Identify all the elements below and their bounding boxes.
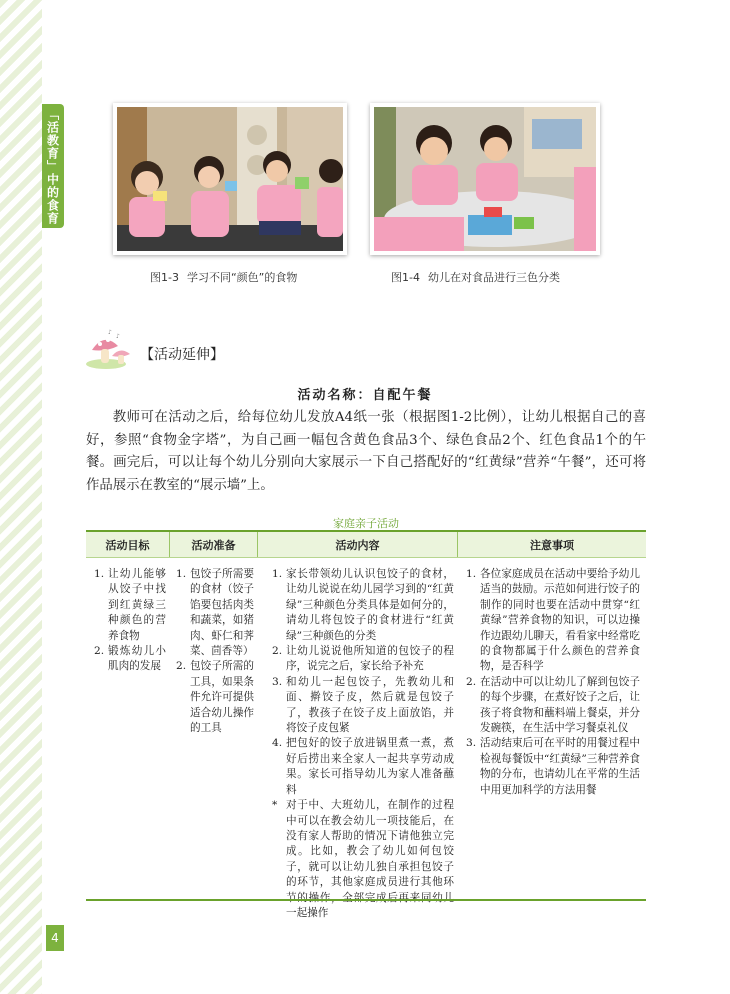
cell-content bbox=[258, 567, 458, 921]
list-item: 3. 和幼儿一起包饺子，先教幼儿和面、擀饺子皮，然后就是包饺子了，教孩子在饺子皮上面放馅，并将饺子皮包紧 bbox=[272, 675, 454, 735]
decorative-stripe-bar bbox=[0, 0, 42, 994]
table-title: 家庭亲子活动 bbox=[333, 517, 399, 530]
figure-number-2: 图1-4 bbox=[391, 271, 420, 284]
svg-text:♪: ♪ bbox=[116, 333, 120, 340]
body-paragraph: 教师可在活动之后，给每位幼儿发放A4纸一张（根据图1-2比例），让幼儿根据自己的喜好，参照“食物金字塔”，为自己画一幅包含黄色食品3个、绿色食品2个、红色食品1个的午餐。画完后，可以让每个幼儿分别向大家展示一下自己搭配好的“红黄绿”营养“午餐”，还可将作品展示在教室的“展示墙”上。 bbox=[86, 410, 646, 493]
cell-goals bbox=[86, 567, 170, 921]
figure-caption-2 bbox=[391, 269, 560, 285]
figure-caption-text-1: 学习不同“颜色”的食物 bbox=[186, 271, 298, 284]
page-number: 4 bbox=[46, 925, 64, 951]
figure-caption-text-2: 幼儿在对食品进行三色分类 bbox=[427, 271, 560, 284]
figure-caption-1 bbox=[150, 269, 297, 285]
header-content: 活动内容 bbox=[258, 532, 458, 557]
list-item: 2. 让幼儿说说他所知道的包饺子的程序，说完之后，家长给予补充 bbox=[272, 645, 454, 673]
figure-number-1: 图1-3 bbox=[150, 271, 179, 284]
mushroom-icon bbox=[86, 326, 136, 370]
cell-preparation bbox=[170, 567, 258, 921]
section-label: 【活动延伸】 bbox=[140, 347, 224, 363]
header-notes: 注意事项 bbox=[530, 538, 574, 552]
list-item: 2. 包饺子所需的工具，如果条件允许可提供适合幼儿操作的工具 bbox=[176, 660, 254, 735]
svg-text:♪: ♪ bbox=[108, 329, 112, 336]
list-item: 2. 锻炼幼儿小肌肉的发展 bbox=[94, 645, 166, 673]
table-body-row bbox=[86, 567, 646, 921]
photo-children-sorting-food bbox=[370, 103, 600, 255]
list-item: 1. 家长带领幼儿认识包饺子的食材，让幼儿说说在幼儿园学习到的“红黄绿”三种颜色分类具体是如何分的，请幼儿将包饺子的食材进行“红黄绿”三种颜色的分类 bbox=[272, 568, 454, 642]
table-bottom-rule bbox=[86, 899, 646, 901]
list-item: 2. 在活动中可以让幼儿了解到包饺子的每个步骤，在煮好饺子之后，让孩子将食物和蘸料端上餐桌，并分发碗筷，在生活中学习餐桌礼仪 bbox=[466, 675, 640, 735]
cell-notes bbox=[458, 567, 646, 921]
content-note: * 对于中、大班幼儿，在制作的过程中可以在教会幼儿一项技能后，在没有家人帮助的情况下请他独立完成。比如，教会了幼儿如何包饺子，就可以让幼儿独自承担包饺子的环节，其他家庭成员进行其他环节的操作，全部完成后再来同幼儿一起操作 bbox=[272, 799, 454, 919]
photo-children-learning-colors bbox=[113, 103, 347, 255]
list-item: 1. 包饺子所需要的食材（饺子馅要包括肉类和蔬菜，如猪肉、虾仁和荠菜、茴香等） bbox=[176, 568, 254, 658]
section-heading-activity-extension bbox=[86, 326, 246, 370]
list-item: 4. 把包好的饺子放进锅里煮一煮，煮好后捞出来全家人一起共享劳动成果。家长可指导幼儿为家人准备蘸料 bbox=[272, 737, 454, 796]
table-header-row bbox=[86, 532, 646, 558]
activity-name: 活动名称：自配午餐 bbox=[297, 388, 433, 403]
header-goals: 活动目标 bbox=[86, 532, 170, 557]
header-preparation: 活动准备 bbox=[170, 532, 258, 557]
list-item: 1. 让幼儿能够从饺子中找到红黄绿三种颜色的营养食物 bbox=[94, 568, 166, 642]
chapter-side-tab bbox=[42, 104, 64, 228]
chapter-side-tab-label: 「活教育」中的食育 bbox=[45, 107, 60, 225]
list-item: 1. 各位家庭成员在活动中要给予幼儿适当的鼓励。示范如何进行饺子的制作的同时也要在活动中贯穿“红黄绿”营养食物的知识，可以边操作边跟幼儿聊天，看看家中经常吃的食物都属于什么颜色的营养食物，是否科学 bbox=[466, 568, 640, 673]
list-item: 3. 活动结束后可在平时的用餐过程中检视每餐饭中“红黄绿”三种营养食物的分布，也请幼儿在平常的生活中用更加科学的方法用餐 bbox=[466, 737, 640, 796]
